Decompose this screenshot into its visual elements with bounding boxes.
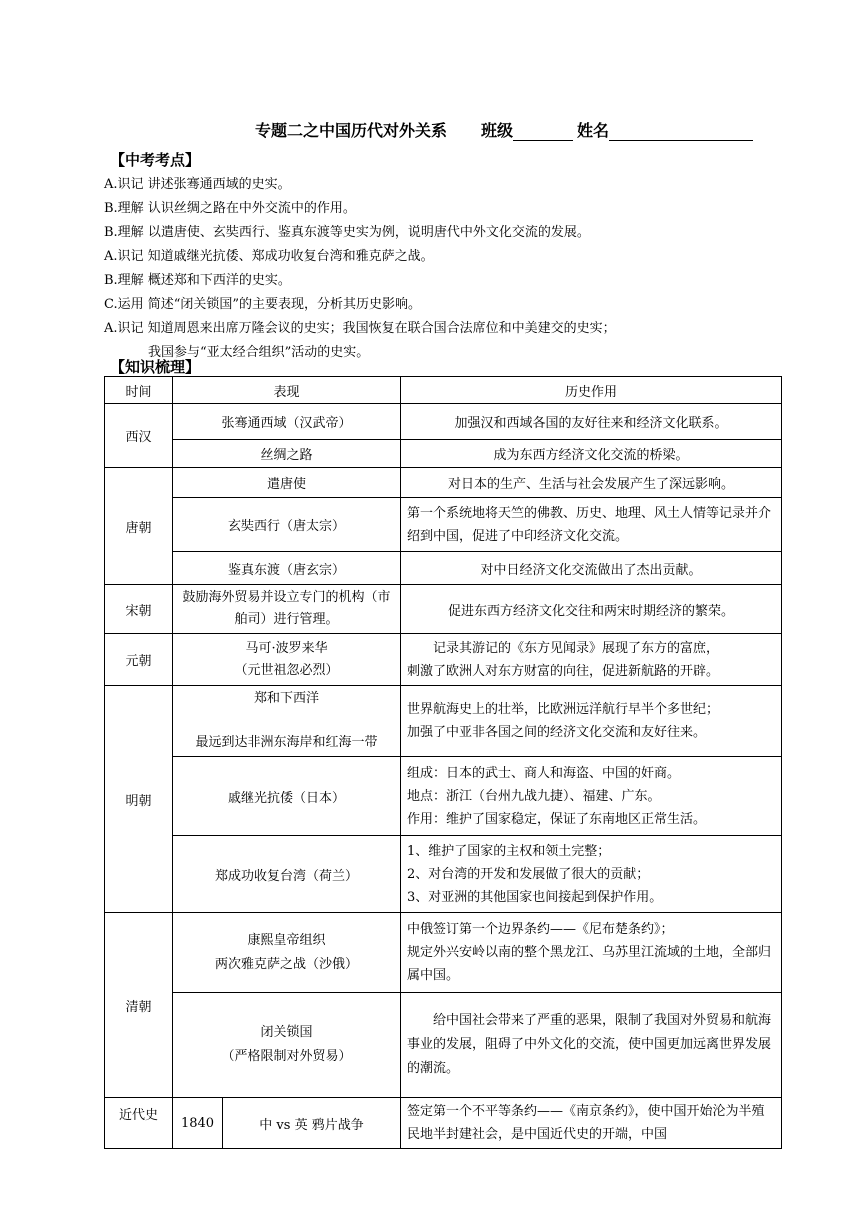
effect-line: 世界航海史上的壮举，比欧洲远洋航行早半个多世纪； <box>407 702 720 717</box>
effect-line: 刺激了欧洲人对东方财富的向往，促进新航路的开辟。 <box>407 663 720 679</box>
effect-cell <box>401 913 782 993</box>
era-cell: 清朝 <box>105 913 173 1098</box>
class-blank[interactable] <box>513 122 573 141</box>
header-effect: 历史作用 <box>401 377 782 404</box>
effect-line: 2、对台湾的开发和发展做了很大的贡献； <box>407 866 650 882</box>
header-event: 表现 <box>173 377 401 404</box>
effect-cell: 对日本的生产、生活与社会发展产生了深远影响。 <box>401 468 782 498</box>
effect-cell: 促进东西方经济文化交往和两宋时期经济的繁荣。 <box>401 585 782 634</box>
name-label: 姓名 <box>577 121 610 140</box>
effect-cell: 成为东西方经济文化交流的桥梁。 <box>401 440 782 468</box>
table-row <box>105 585 782 634</box>
effect-cell: 给中国社会带来了严重的恶果，限制了我国对外贸易和航海事业的发展，阻碍了中外文化的交流，使中国更加远离世界发展的潮流。 <box>401 993 782 1098</box>
year-cell: 1840 <box>173 1098 223 1149</box>
exam-point: A.识记 知道戚继光抗倭、郑成功收复台湾和雅克萨之战。 <box>104 249 434 264</box>
effect-cell <box>401 634 782 686</box>
effect-line: 3、对亚洲的其他国家也间接起到保护作用。 <box>407 889 663 905</box>
effect-cell <box>401 686 782 757</box>
event-cell <box>173 993 401 1098</box>
exam-point: 我国参与“亚太经合组织”活动的史实。 <box>148 345 370 360</box>
event-cell <box>173 686 401 757</box>
event-line: 两次雅克萨之战（沙俄） <box>215 956 359 972</box>
event-cell: 张骞通西域（汉武帝） <box>173 404 401 440</box>
event-cell: 戚继光抗倭（日本） <box>173 757 401 836</box>
table-header-row <box>105 377 782 404</box>
table-row <box>105 468 782 498</box>
event-line: 最远到达非洲东海岸和红海一带 <box>195 735 378 750</box>
effect-cell <box>401 836 782 913</box>
event-line: 马可·波罗来华 <box>245 640 328 656</box>
event-cell: 遣唐使 <box>173 468 401 498</box>
event-cell: 中 vs 英 鸦片战争 <box>223 1098 401 1149</box>
knowledge-heading: 【知识梳理】 <box>110 358 201 376</box>
event-cell: 鉴真东渡（唐玄宗） <box>173 552 401 585</box>
effect-cell: 第一个系统地将天竺的佛教、历史、地理、风土人情等记录并介绍到中国，促进了中印经济文化交流。 <box>401 498 782 552</box>
exam-point: A.识记 知道周恩来出席万隆会议的史实；我国恢复在联合国合法席位和中美建交的史实； <box>104 321 616 336</box>
era-cell: 明朝 <box>105 686 173 913</box>
exam-point: B.理解 认识丝绸之路在中外交流中的作用。 <box>104 201 356 216</box>
effect-cell: 加强汉和西域各国的友好往来和经济文化联系。 <box>401 404 782 440</box>
event-line: （严格限制对外贸易） <box>221 1049 352 1064</box>
table-row <box>105 440 782 468</box>
era-cell: 元朝 <box>105 634 173 686</box>
page-title <box>255 118 753 141</box>
era-cell: 近代史 <box>105 1098 173 1149</box>
event-line: 康熙皇帝组织 <box>247 932 326 948</box>
table-row <box>105 836 782 913</box>
exam-point: B.理解 以遣唐使、玄奘西行、鉴真东渡等史实为例，说明唐代中外文化交流的发展。 <box>104 225 590 240</box>
table-row <box>105 552 782 585</box>
event-line: （元世祖忽必烈） <box>234 662 339 678</box>
effect-line: 中俄签订第一个边界条约——《尼布楚条约》； <box>407 922 674 937</box>
exam-point: C.运用 简述“闭关锁国”的主要表现，分析其历史影响。 <box>104 297 422 312</box>
exam-points-heading: 【中考考点】 <box>110 151 201 169</box>
exam-point: A.识记 讲述张骞通西域的史实。 <box>104 177 291 192</box>
event-cell: 鼓励海外贸易并设立专门的机构（市舶司）进行管理。 <box>173 585 401 634</box>
event-cell: 玄奘西行（唐太宗） <box>173 498 401 552</box>
effect-cell: 签定第一个不平等条约——《南京条约》，使中国开始沦为半殖民地半封建社会，是中国近代史的开端，中国 <box>401 1098 782 1149</box>
table-row <box>105 1098 782 1149</box>
event-cell: 丝绸之路 <box>173 440 401 468</box>
effect-line: 组成：日本的武士、商人和海盗、中国的奸商。 <box>407 765 681 781</box>
table-row <box>105 913 782 993</box>
event-cell <box>173 913 401 993</box>
effect-cell <box>401 757 782 836</box>
table-row <box>105 634 782 686</box>
title-text: 专题二之中国历代对外关系 <box>255 121 448 140</box>
effect-line: 记录其游记的《东方见闻录》展现了东方的富庶， <box>433 640 720 656</box>
era-cell: 唐朝 <box>105 468 173 585</box>
era-cell: 西汉 <box>105 404 173 468</box>
effect-line: 地点：浙江（台州九战九捷）、福建、广东。 <box>407 788 661 804</box>
exam-points-list <box>104 173 616 365</box>
event-cell <box>173 634 401 686</box>
name-blank[interactable] <box>609 122 753 141</box>
event-line: 闭关锁国 <box>260 1025 313 1040</box>
event-cell: 郑成功收复台湾（荷兰） <box>173 836 401 913</box>
table-row <box>105 686 782 757</box>
knowledge-table <box>104 376 782 1149</box>
exam-point: B.理解 概述郑和下西洋的史实。 <box>104 273 291 288</box>
effect-line: 1、维护了国家的主权和领土完整； <box>407 843 611 859</box>
table-row <box>105 993 782 1098</box>
class-label: 班级 <box>481 121 514 140</box>
effect-line: 加强了中亚非各国之间的经济文化交流和友好往来。 <box>407 725 707 740</box>
era-cell: 宋朝 <box>105 585 173 634</box>
table-row <box>105 498 782 552</box>
event-line: 郑和下西洋 <box>254 691 320 706</box>
table-row <box>105 404 782 440</box>
table-row <box>105 757 782 836</box>
effect-line: 作用：维护了国家稳定，保证了东南地区正常生活。 <box>407 811 707 827</box>
effect-line: 规定外兴安岭以南的整个黑龙江、乌苏里江流域的土地，全部归属中国。 <box>407 945 772 983</box>
header-time: 时间 <box>105 377 173 404</box>
effect-cell: 对中日经济文化交流做出了杰出贡献。 <box>401 552 782 585</box>
